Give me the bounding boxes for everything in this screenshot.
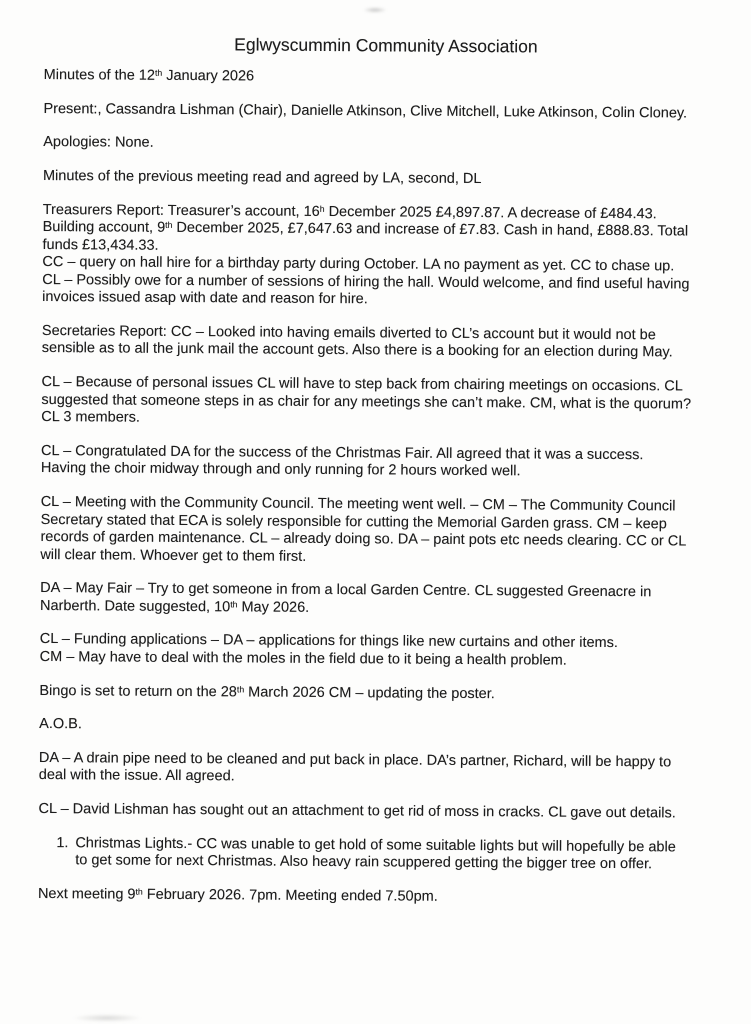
scan-smudge-bottom [72,1014,142,1022]
paragraph-funding-applications: CL – Funding applications – DA – applications for things like new curtains and other items. CM – May have to deal with the moles in the field due to it being a health problem. [39,631,618,669]
document-content [38,33,716,924]
paragraph-moss-attachment: CL – David Lishman has sought out an attachment to get rid of moss in cracks. CL gave out details. [38,801,676,822]
paragraph-christmas-fair: CL – Congratulated DA for the success of the Christmas Fair. All agreed that it was a success. Having the choir midway through and only running for 2 hours worked well. [40,442,644,480]
heading-aob: A.O.B. [39,716,82,733]
list-item-text: Christmas Lights.- CC was unable to get hold of some suitable lights but will hopefully be able to get some for next Christmas. Also heavy rain scuppered getting the bigger tree on offer. [75,835,676,873]
paragraph-apologies: Apologies: None. [43,134,154,152]
scan-smudge-top [363,7,387,13]
paragraph-next-meeting: Next meeting 9th February 2026. 7pm. Meeting ended 7.50pm. [37,885,438,905]
paragraph-chairing-arrangements: CL – Because of personal issues CL will have to step back from chairing meetings on occasions. CL suggested that someone steps in as chair for any meetings she can’t make. CM, what is the quorum? CL 3 members. [41,374,692,426]
paragraph-may-fair: DA – May Fair – Try to get someone in from a local Garden Centre. CL suggested Greenacre in Narberth. Date suggested, 10th May 2026. [39,580,652,616]
document-title: Eglwyscummin Community Association [234,34,538,57]
paragraph-previous-minutes: Minutes of the previous meeting read and agreed by LA, second, DL [42,168,482,188]
numbered-list-item-christmas-lights [38,835,710,875]
paragraph-present: Present:, Cassandra Lishman (Chair), Danielle Atkinson, Clive Mitchell, Luke Atkinson, Colin Cloney. [43,100,688,122]
paragraph-treasurers-report: Treasurers Report: Treasurer’s account, 16$^h$ December 2025 £4,897.87. A decrease of £484.43. Building account, 9th December 2025, £7,647.63 and increase of £7.83. Cash in hand, £888.83. Total funds £13,434.33. CC – query on hall hire for a birthday party during October. LA no payment as yet. CC to chase up. CL – Possibly owe for a number of sessions of hiring the hall. Would welcome, and find useful having invoices issued asap with date and reason for hire. [42,201,690,308]
paragraph-minutes-date: Minutes of the 12th January 2026 [43,66,255,85]
paragraph-bingo: Bingo is set to return on the 28th March 2026 CM – updating the poster. [39,682,495,702]
paragraph-community-council-meeting: CL – Meeting with the Community Council. The meeting went well. – CM – The Community Council Secretary stated that ECA is solely responsible for cutting the Memorial Garden grass. CM – keep records of garden maintenance. CL – already doing so. DA – paint pots etc needs clearing. CC or CL will clear them. Whoever get to them first. [40,493,687,565]
paragraph-secretaries-report: Secretaries Report: CC – Looked into having emails diverted to CL’s account but it would not be sensible as to all the junk mail the account gets. Also there is a booking for an election during May. [41,322,673,361]
paragraph-drain-pipe: DA – A drain pipe need to be cleaned and put back in place. DA’s partner, Richard, will be happy to deal with the issue. All agreed. [38,749,672,785]
list-item-number: 1. [56,834,69,852]
